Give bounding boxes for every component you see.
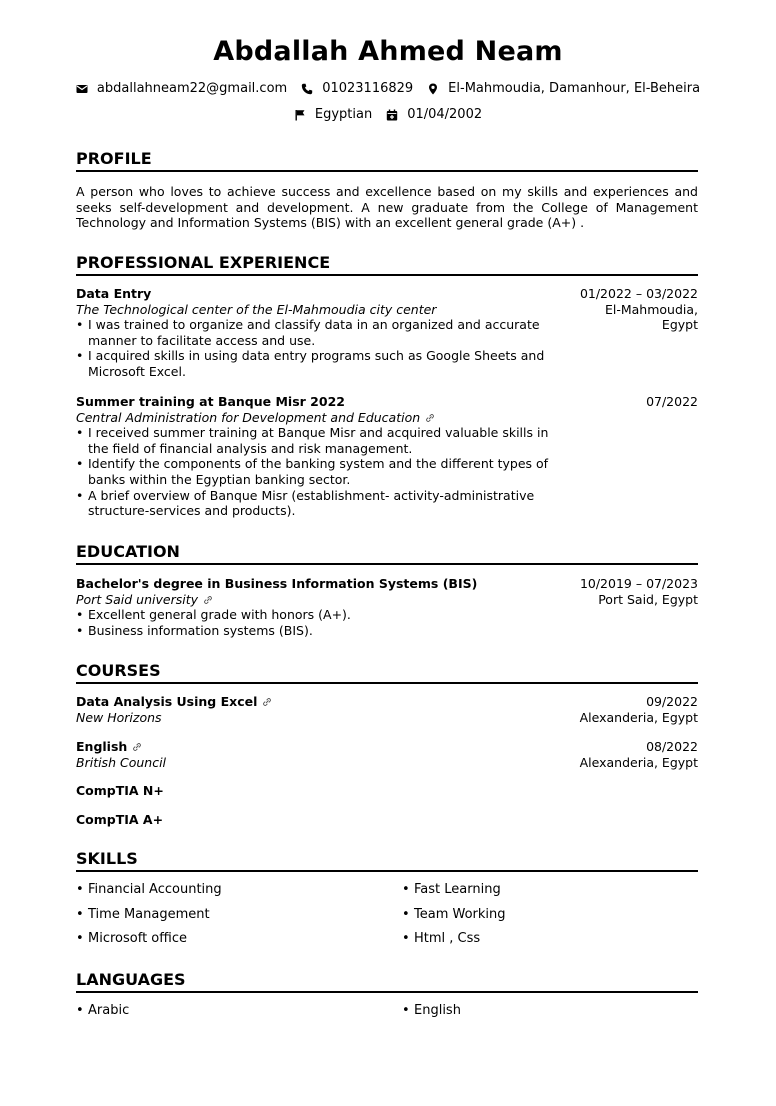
section-title-education: EDUCATION [76, 542, 698, 565]
experience-meta-2 [498, 394, 698, 410]
section-title-experience: PROFESSIONAL EXPERIENCE [76, 253, 698, 276]
course-name: Data Analysis Using Excel [76, 694, 258, 709]
course-provider: New Horizons [76, 709, 162, 725]
experience-date: 01/2022 – 03/2022 [579, 286, 698, 301]
experience-org-row [76, 410, 566, 426]
bullet-item: • I received summer training at Banque Misr and acquired valuable skills in the field of financial analysis and risk management. [76, 425, 566, 456]
experience-date: 07/2022 [646, 394, 698, 409]
course-item-2 [76, 739, 566, 770]
experience-meta-1 [498, 286, 698, 333]
nationality-text: Egyptian [314, 107, 373, 122]
bullet-item: • Identify the components of the banking system and the different types of banks within the Egyptian banking sector. [76, 456, 566, 487]
resume-name: Abdallah Ahmed Neam [213, 36, 563, 67]
map-pin-icon [427, 83, 439, 95]
birthdate-text: 01/04/2002 [407, 107, 483, 122]
language-item: • Arabic [76, 1003, 129, 1019]
phone-icon [301, 83, 313, 95]
education-school-row [76, 592, 566, 608]
course-date: 08/2022 [646, 739, 698, 754]
profile-text: A person who loves to achieve success and excellence based on my skills and experiences and seeks self-development and development. A new graduate from the College of Management Technology and Information Systems (BIS) with an excellent general grade (A+) . [76, 184, 698, 231]
section-title-languages: LANGUAGES [76, 970, 698, 993]
bullet-item: • Business information systems (BIS). [76, 623, 566, 639]
contact-row-1 [0, 81, 776, 96]
course-name: English [76, 739, 128, 754]
course-name: CompTIA N+ [76, 783, 164, 798]
bullet-item: • Excellent general grade with honors (A+). [76, 607, 566, 623]
experience-item-2 [76, 394, 566, 519]
education-degree: Bachelor's degree in Business Information Systems (BIS) [76, 576, 478, 591]
email-text: abdallahneam22@gmail.com [96, 81, 288, 96]
section-title-courses: COURSES [76, 661, 698, 684]
experience-org: The Technological center of the El-Mahmoudia city center [76, 301, 437, 317]
experience-org: Central Administration for Development and Education [76, 409, 421, 425]
course-location: Alexanderia, Egypt [579, 754, 698, 770]
experience-role: Data Entry [76, 286, 152, 301]
calendar-icon [386, 109, 398, 121]
experience-location-line1: El-Mahmoudia, [604, 301, 698, 317]
education-item [76, 576, 566, 638]
experience-item-1 [76, 286, 566, 380]
flag-icon [294, 109, 306, 121]
education-school: Port Said university [76, 591, 199, 607]
bullet-item: • A brief overview of Banque Misr (establishment- activity-administrative structure-services and products). [76, 488, 566, 519]
skill-item: • Time Management [76, 907, 210, 923]
location-text: El-Mahmoudia, Damanhour, El-Beheira [448, 81, 701, 96]
education-location: Port Said, Egypt [598, 591, 698, 607]
email-icon [76, 83, 88, 95]
skill-item: • Html , Css [402, 931, 480, 947]
skill-item: • Fast Learning [402, 882, 501, 898]
education-meta [498, 576, 698, 607]
course-item-1 [76, 694, 566, 725]
skill-item: • Financial Accounting [76, 882, 222, 898]
phone-text: 01023116829 [322, 81, 414, 96]
experience-bullets [76, 425, 566, 519]
course-date: 09/2022 [646, 694, 698, 709]
education-bullets [76, 607, 566, 638]
bullet-item: • I acquired skills in using data entry programs such as Google Sheets and Microsoft Excel. [76, 348, 566, 379]
section-title-profile: PROFILE [76, 149, 698, 172]
experience-bullets [76, 317, 566, 379]
contact-birthdate [386, 107, 482, 122]
course-name-row [76, 739, 566, 755]
link-icon[interactable] [425, 413, 435, 423]
language-item: • English [402, 1003, 461, 1019]
experience-location-line2: Egypt [661, 317, 698, 333]
course-provider: British Council [76, 754, 167, 770]
contact-nationality [294, 107, 372, 122]
experience-role: Summer training at Banque Misr 2022 [76, 394, 345, 409]
bullet-item: • I was trained to organize and classify data in an organized and accurate manner to facilitate access and use. [76, 317, 566, 348]
contact-location [427, 81, 700, 96]
link-icon[interactable] [203, 595, 213, 605]
contact-email [76, 81, 287, 96]
section-title-skills: SKILLS [76, 849, 698, 872]
skill-item: • Team Working [402, 907, 506, 923]
education-date: 10/2019 – 07/2023 [579, 576, 698, 591]
course-name: CompTIA A+ [76, 812, 164, 827]
course-meta-2 [498, 739, 698, 770]
link-icon[interactable] [132, 742, 142, 752]
contact-row-2 [0, 107, 776, 122]
course-meta-1 [498, 694, 698, 725]
course-name-row [76, 694, 566, 710]
skill-item: • Microsoft office [76, 931, 187, 947]
contact-phone [301, 81, 413, 96]
course-location: Alexanderia, Egypt [579, 709, 698, 725]
link-icon[interactable] [262, 697, 272, 707]
